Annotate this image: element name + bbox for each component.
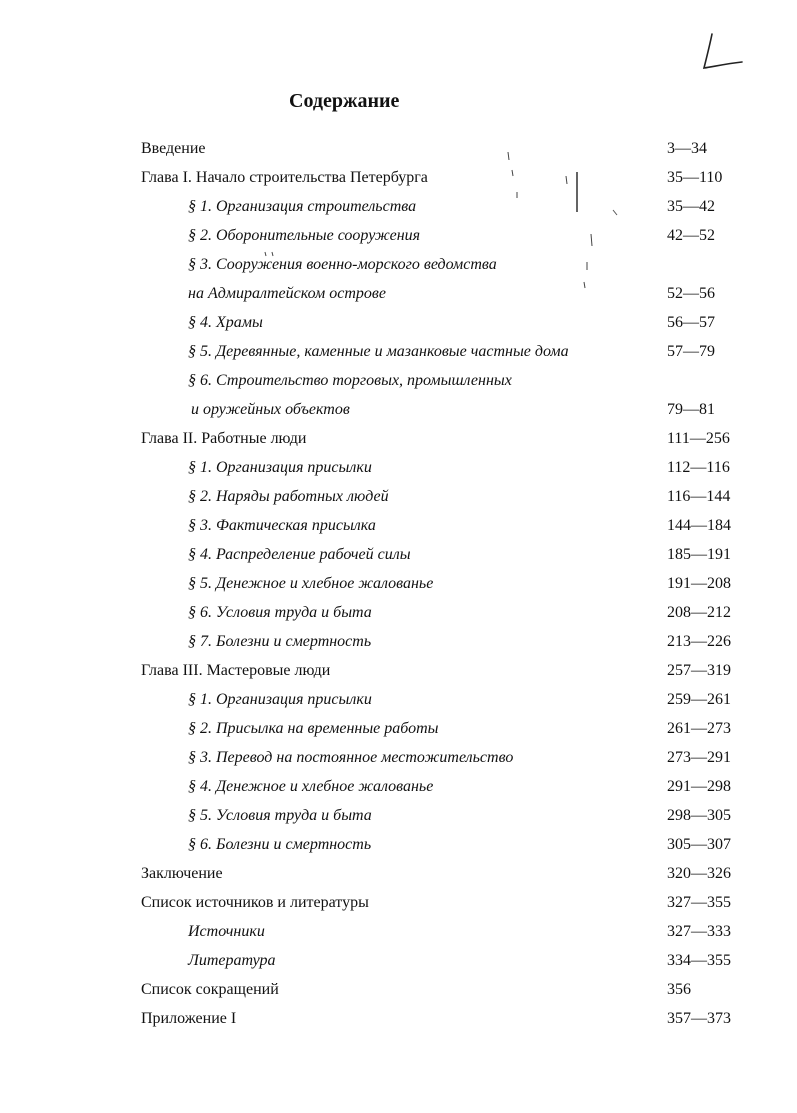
toc-entry-title: Список сокращений [141, 981, 279, 998]
toc-entry-pages: 327—355 [667, 894, 731, 911]
toc-entry [0, 369, 797, 393]
toc-entry-pages: 111—256 [667, 430, 730, 447]
toc-entry [0, 137, 797, 161]
toc-entry-title: Введение [141, 140, 206, 157]
toc-entry [0, 195, 797, 219]
toc-entry-pages: 112—116 [667, 459, 730, 476]
toc-entry-pages: 52—56 [667, 285, 715, 302]
toc-entry-pages: 291—298 [667, 778, 731, 795]
toc-entry [0, 949, 797, 973]
toc-entry-pages: 334—355 [667, 952, 731, 969]
toc-entry-title: Глава II. Работные люди [141, 430, 307, 447]
toc-entry-pages: 298—305 [667, 807, 731, 824]
toc-entry-title: и оружейных объектов [191, 401, 350, 418]
toc-entry-pages: 305—307 [667, 836, 731, 853]
toc-entry [0, 833, 797, 857]
toc-entry-pages: 356 [667, 981, 691, 998]
toc-entry [0, 166, 797, 190]
page-title: Содержание [289, 90, 400, 112]
toc-entry [0, 920, 797, 944]
toc-entry [0, 514, 797, 538]
toc-entry-title: § 2. Наряды работных людей [188, 488, 389, 505]
toc-entry-title: Литература [188, 952, 276, 969]
toc-entry-title: Глава III. Мастеровые люди [141, 662, 331, 679]
toc-entry-title: § 2. Оборонительные сооружения [188, 227, 421, 244]
toc-entry-title: Список источников и литературы [141, 894, 369, 911]
toc-entry-title: § 3. Сооружения военно-морского ведомства [188, 256, 497, 273]
toc-entry [0, 456, 797, 480]
toc-entry-pages: 208—212 [667, 604, 731, 621]
toc-entry [0, 601, 797, 625]
toc-entry [0, 891, 797, 915]
toc-entry-title: § 2. Присылка на временные работы [188, 720, 439, 737]
toc-entry-pages: 42—52 [667, 227, 715, 244]
toc-entry-pages: 191—208 [667, 575, 731, 592]
toc-entry-pages: 273—291 [667, 749, 731, 766]
toc-entry-pages: 257—319 [667, 662, 731, 679]
toc-entry [0, 224, 797, 248]
toc-entry-title: § 5. Деревянные, каменные и мазанковые частные дома [188, 343, 569, 360]
toc-entry [0, 427, 797, 451]
toc-entry-title: § 6. Строительство торговых, промышленных [188, 372, 512, 389]
toc-entry-pages: 144—184 [667, 517, 731, 534]
toc-entry [0, 804, 797, 828]
toc-entry [0, 659, 797, 683]
toc-entry-title: § 4. Храмы [188, 314, 263, 331]
toc-entry-title: Заключение [141, 865, 223, 882]
toc-entry [0, 746, 797, 770]
toc-entry-pages: 213—226 [667, 633, 731, 650]
toc-entry [0, 978, 797, 1002]
toc-entry-pages: 35—110 [667, 169, 723, 186]
toc-entry-pages: 261—273 [667, 720, 731, 737]
toc-entry-title: § 6. Болезни и смертность [188, 836, 372, 853]
toc-entry [0, 688, 797, 712]
toc-entry-pages: 327—333 [667, 923, 731, 940]
toc-entry-pages: 185—191 [667, 546, 731, 563]
toc-entry-title: § 4. Распределение рабочей силы [188, 546, 411, 563]
toc-entry-pages: 79—81 [667, 401, 715, 418]
toc-entry [0, 630, 797, 654]
toc-entry-pages: 357—373 [667, 1010, 731, 1027]
toc-entry-pages: 259—261 [667, 691, 731, 708]
toc-entry-title: § 3. Перевод на постоянное местожительство [188, 749, 514, 766]
toc-entry-title: Источники [188, 923, 265, 940]
toc-entry [0, 340, 797, 364]
toc-entry [0, 717, 797, 741]
toc-entry-title: § 7. Болезни и смертность [188, 633, 372, 650]
toc-entry [0, 862, 797, 886]
toc-entry [0, 775, 797, 799]
toc-entry-title: Приложение I [141, 1010, 237, 1027]
toc-entry-pages: 320—326 [667, 865, 731, 882]
toc-entry [0, 311, 797, 335]
toc-entry [0, 253, 797, 277]
toc-entry [0, 282, 797, 306]
toc-entry [0, 1007, 797, 1031]
toc-entry-title: § 4. Денежное и хлебное жалованье [188, 778, 434, 795]
toc-entry [0, 485, 797, 509]
toc-entry-title: § 1. Организация присылки [188, 691, 372, 708]
toc-entry-title: на Адмиралтейском острове [188, 285, 386, 302]
toc-entry-pages: 116—144 [667, 488, 731, 505]
toc-entry-title: § 3. Фактическая присылка [188, 517, 376, 534]
toc-entry [0, 398, 797, 422]
toc-entry-title: § 1. Организация присылки [188, 459, 372, 476]
toc-entry [0, 543, 797, 567]
toc-entry-pages: 35—42 [667, 198, 715, 215]
toc-entry-pages: 57—79 [667, 343, 715, 360]
toc-entry-pages: 3—34 [667, 140, 707, 157]
toc-entry-title: § 5. Условия труда и быта [188, 807, 372, 824]
toc-entry-title: Глава I. Начало строительства Петербурга [141, 169, 428, 186]
toc-entry [0, 572, 797, 596]
toc-entry-pages: 56—57 [667, 314, 715, 331]
toc-entry-title: § 6. Условия труда и быта [188, 604, 372, 621]
toc-entry-title: § 1. Организация строительства [188, 198, 417, 215]
toc-entry-title: § 5. Денежное и хлебное жалованье [188, 575, 434, 592]
